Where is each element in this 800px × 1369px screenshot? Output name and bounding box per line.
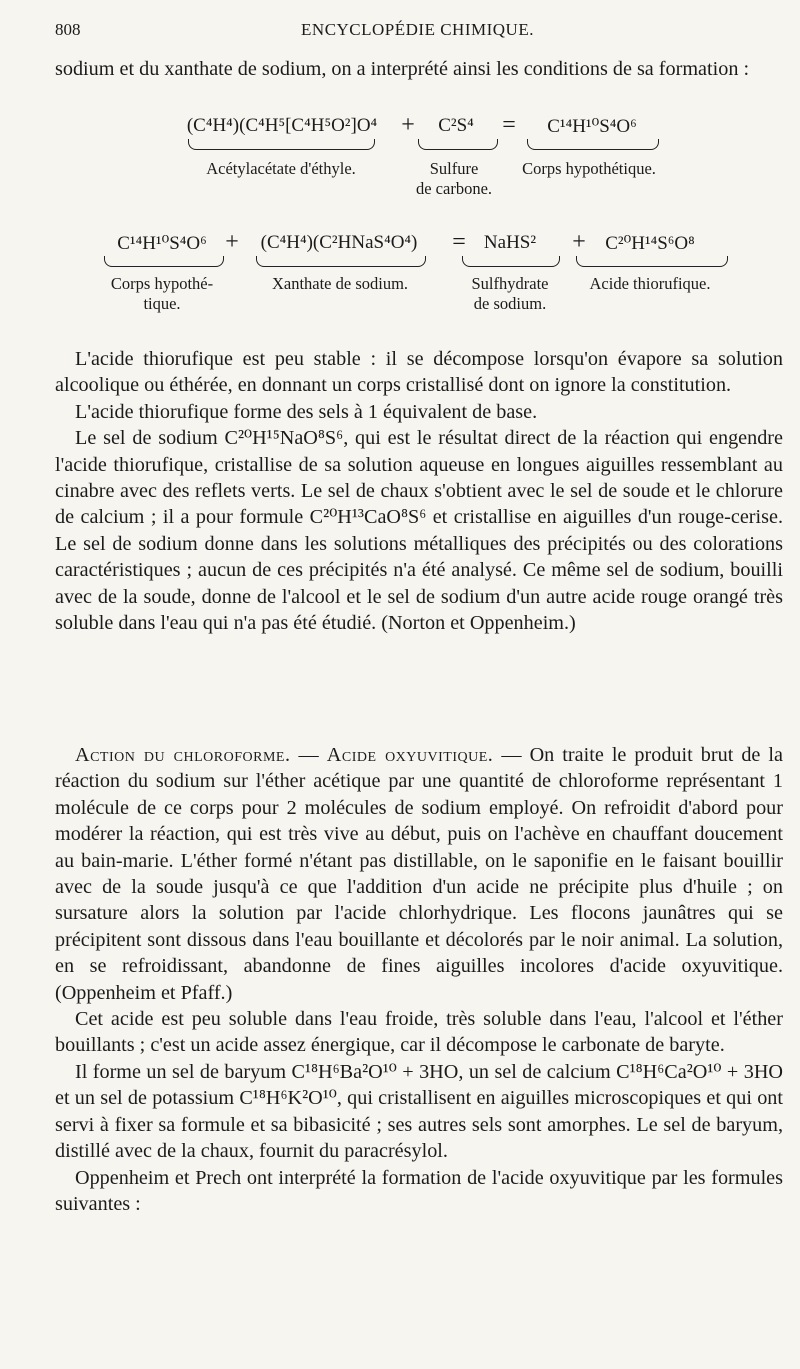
- eq2-op-3: +: [572, 229, 586, 255]
- eq1-op-2: =: [502, 112, 516, 138]
- eq2-op-1: +: [225, 229, 239, 255]
- section-oxyuvitic-acid: [55, 742, 783, 1217]
- eq1-term-2: C²S⁴: [438, 115, 474, 136]
- eq1-term-3: C¹⁴H¹⁰S⁴O⁶: [547, 116, 637, 137]
- eq2-brace-3: [462, 256, 560, 267]
- eq1-op-1: +: [401, 112, 415, 138]
- section-dash-2: —: [493, 744, 530, 766]
- page-header: [55, 20, 780, 46]
- eq2-label-2: Xanthate de sodium.: [271, 274, 409, 293]
- eq2-label-3a: Sulfhydrate: [471, 274, 549, 293]
- eq2-term-3: NaHS²: [483, 232, 537, 253]
- eq2-term-2: (C⁴H⁴)(C²HNaS⁴O⁴): [260, 232, 418, 253]
- section-heading-acid: Acide oxyuvitique.: [326, 744, 494, 766]
- running-title: ENCYCLOPÉDIE CHIMIQUE.: [301, 20, 534, 39]
- eq2-label-1a: Corps hypothé-: [110, 274, 214, 293]
- paragraph-interpretation: Oppenheim et Prech ont interprété la formation de l'acide oxyuvitique par les formules suivantes :: [55, 1166, 783, 1215]
- eq1-label-3: Corps hypothétique.: [522, 159, 656, 178]
- eq2-brace-1: [104, 256, 224, 267]
- paragraph-salts: L'acide thiorufique forme des sels à 1 équivalent de base.: [75, 400, 538, 423]
- body-block-1: [55, 346, 783, 636]
- intro-text: sodium et du xanthate de sodium, on a interprété ainsi les conditions de sa formation :: [55, 58, 750, 80]
- page-number: 808: [55, 20, 81, 39]
- paragraph-acid-salts: Il forme un sel de baryum C¹⁸H⁶Ba²O¹⁰ + 3HO, un sel de calcium C¹⁸H⁶Ca²O¹⁰ + 3HO et un sel de potassium C¹⁸H⁶K²O¹⁰, qui cristallisent en aiguilles microscopiques et qui ont servi à fixer sa formule et sa bibasicité ; ses autres sels sont amorphes. Le sel de baryum, distillé avec de la chaux, fournit du paracrésylol.: [55, 1060, 783, 1163]
- section-text: On traite le produit brut de la réaction du sodium sur l'éther acétique par une quantité de chloroforme représentant 1 molécule de ce corps pour 2 molécules de sodium employé. On refroidit d'abord pour modérer la réaction, qui est très vive au début, puis on l'achève en chauffant doucement au bain-marie. L'éther formé n'étant pas distillable, on le saponifie en le faisant bouillir avec de la soude jusqu'à ce que l'addition d'un acide ne précipite plus d'huile ; on sursature alors la solution par l'acide chlorhydrique. Les flocons jaunâtres qui se précipitent sont dissous dans l'eau bouillante et décolorés par le noir animal. La solution, en se refroidissant, abandonne de fines aiguilles incolores d'acide oxyuvitique. (Oppenheim et Pfaff.): [55, 744, 784, 1004]
- eq1-label-2a: Sulfure: [429, 159, 479, 178]
- eq2-term-4: C²⁰H¹⁴S⁶O⁸: [605, 233, 695, 254]
- eq1-brace-1: [188, 139, 375, 150]
- section-dash-1: —: [290, 744, 327, 766]
- eq1-label-2b: de carbone.: [415, 179, 493, 198]
- eq2-label-4: Acide thiorufique.: [589, 274, 711, 293]
- intro-paragraph: [55, 56, 783, 82]
- eq2-brace-2: [256, 256, 426, 267]
- section-paragraph: [55, 742, 783, 1006]
- eq2-term-1: C¹⁴H¹⁰S⁴O⁶: [117, 233, 207, 254]
- eq1-label-1: Acétylacétate d'éthyle.: [206, 159, 356, 178]
- paragraph-stability: L'acide thiorufique est peu stable : il se décompose lorsqu'on évapore sa solution alcoolique ou éthérée, en donnant un corps cristallisé dont on ignore la constitution.: [55, 348, 783, 397]
- eq2-op-2: =: [452, 229, 466, 255]
- eq2-brace-4: [576, 256, 728, 267]
- paragraph-solubility: Cet acide est peu soluble dans l'eau froide, très soluble dans l'eau, l'alcool et l'éther bouillants ; c'est un acide assez énergique, car il décompose le carbonate de baryte.: [55, 1008, 783, 1057]
- eq2-label-1b: tique.: [143, 294, 181, 313]
- eq1-brace-2: [418, 139, 498, 150]
- eq1-term-1: (C⁴H⁴)(C⁴H⁵[C⁴H⁵O²]O⁴: [186, 115, 378, 136]
- section-heading-chloroform: Action du chloroforme.: [75, 744, 291, 766]
- paragraph-sodium-salt: Le sel de sodium C²⁰H¹⁵NaO⁸S⁶, qui est le résultat direct de la réaction qui engendre l'acide thiorufique, cristallise de sa solution aqueuse en longues aiguilles ressemblant au cinabre avec des reflets verts. Le sel de chaux s'obtient avec le sel de soude et le chlorure de calcium ; il a pour formule C²⁰H¹³CaO⁸S⁶ et cristallise en aiguilles d'un rouge-cerise. Le sel de sodium donne dans les solutions métalliques des précipités ou des colorations caractéristiques ; aucun de ces précipités n'a été analysé. Ce même sel de sodium, bouilli avec de la soude, donne de l'alcool et le sel de sodium d'un autre acide rouge orangé très soluble dans l'eau qui n'a pas été étudié. (Norton et Oppenheim.): [55, 427, 783, 635]
- eq1-brace-3: [527, 139, 659, 150]
- eq2-label-3b: de sodium.: [473, 294, 547, 313]
